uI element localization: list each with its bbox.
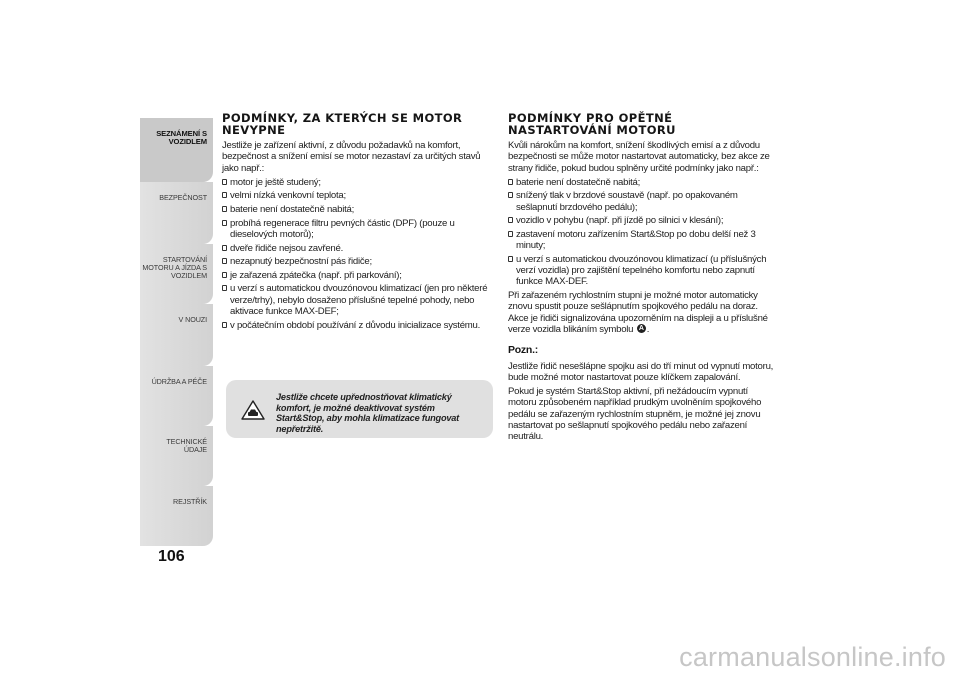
note-text: Jestliže chcete upřednostňovat klimatický komfort, je možné deaktivovat systém Start&Stop, aby mohla klimatizace fungovat nepřetržitě. — [276, 392, 460, 434]
list-item — [222, 243, 492, 254]
checkbox-bullet-icon — [508, 256, 513, 262]
checkbox-bullet-icon — [222, 272, 227, 278]
list-item-text: snížený tlak v brzdové soustavě (např. po opakovaném sešlapnutí brzdového pedálu); — [516, 190, 738, 213]
tab-seznameni[interactable] — [140, 118, 213, 182]
section-heading: PODMÍNKY, ZA KTERÝCH SE MOTOR NEVYPNE — [222, 111, 463, 137]
list-item-text: probíhá regenerace filtru pevných částic (DPF) (pouze u dieselových motorů); — [230, 217, 455, 240]
tab-technicke-udaje[interactable] — [140, 426, 213, 486]
list-item-text: v počátečním období používání z důvodu inicializace systému. — [230, 319, 481, 331]
tab-label: ÚDRŽBA A PÉČE — [151, 377, 207, 386]
list-item — [222, 177, 492, 188]
condition-list — [508, 177, 778, 288]
checkbox-bullet-icon — [222, 285, 227, 291]
tab-label: BEZPEČNOST — [159, 193, 207, 202]
restart-text: Při zařazeném rychlostním stupni je možné motor automaticky znovu spustit pouze sešlápnutím spojkového pedálu na doraz. Akce je řidiči signalizována upozorněním na displeji a u příslušné verze vozidla blikáním symbolu — [508, 290, 768, 335]
list-item — [222, 283, 492, 317]
left-column — [222, 112, 492, 333]
checkbox-bullet-icon — [222, 192, 227, 198]
list-item — [222, 270, 492, 281]
tab-startovani[interactable] — [140, 244, 213, 304]
list-item-text: u verzí s automatickou dvouzónovou klimatizací (jen pro některé verze/trhy), nebylo dosaženo příslušné tepelné pohody, nebo aktivace funkce MAX-DEF; — [230, 283, 488, 317]
intro-paragraph: Kvůli nárokům na komfort, snížení škodlivých emisí a z důvodu bezpečnosti se může motor nastartovat automaticky, bez akce ze strany řidiče, pokud budou splněny určité podmínky jako např.: — [508, 140, 770, 174]
tab-label: REJSTŘÍK — [173, 497, 207, 506]
checkbox-bullet-icon — [508, 192, 513, 198]
list-item-text: baterie není dostatečně nabitá; — [230, 204, 354, 216]
checkbox-bullet-icon — [222, 322, 227, 328]
list-item — [508, 229, 778, 252]
start-stop-symbol-icon — [637, 324, 646, 333]
restart-paragraph — [508, 290, 778, 335]
checkbox-bullet-icon — [508, 231, 513, 237]
checkbox-bullet-icon — [222, 220, 227, 226]
note-paragraph-2: Pokud je systém Start&Stop aktivní, při nežádoucím vypnutí motoru způsobeném například prudkým uvolněním spojkového pedálu se zařazeným rychlostním stupněm, je možné jej znovu nastartovat po sešlapnutí spojkového pedálu nebo zařazení neutrálu. — [508, 386, 762, 443]
tab-udrzba[interactable] — [140, 366, 213, 426]
checkbox-bullet-icon — [222, 206, 227, 212]
list-item-text: nezapnutý bezpečnostní pás řidiče; — [230, 256, 372, 268]
list-item-text: vozidlo v pohybu (např. při jízdě po silnici v klesání); — [516, 215, 724, 227]
list-item-text: baterie není dostatečně nabitá; — [516, 176, 640, 188]
note-subheading: Pozn.: — [508, 344, 538, 357]
checkbox-bullet-icon — [508, 179, 513, 185]
list-item — [222, 218, 492, 241]
list-item-text: zastavení motoru zařízením Start&Stop po dobu delší než 3 minuty; — [516, 228, 756, 252]
tab-v-nouzi[interactable] — [140, 304, 213, 366]
list-item — [508, 190, 778, 213]
tab-label: TECHNICKÉ ÚDAJE — [166, 437, 207, 454]
list-item — [222, 256, 492, 267]
tab-rejstrik[interactable] — [140, 486, 213, 546]
list-item-text: velmi nízká venkovní teplota; — [230, 190, 346, 202]
warning-car-icon — [241, 400, 265, 420]
list-item — [222, 190, 492, 201]
list-item — [508, 215, 778, 226]
list-item — [222, 320, 492, 331]
list-item-text: motor je ještě studený; — [230, 176, 321, 188]
tab-bezpecnost[interactable] — [140, 182, 213, 244]
list-item — [508, 254, 778, 288]
restart-text-end: . — [646, 323, 650, 335]
checkbox-bullet-icon — [222, 258, 227, 264]
list-item — [508, 177, 778, 188]
page-number: 106 — [158, 548, 185, 565]
tab-label: V NOUZI — [178, 315, 207, 324]
checkbox-bullet-icon — [222, 245, 227, 251]
note-paragraph-1: Jestliže řidič nesešlápne spojku asi do tří minut od vypnutí motoru, bude možné motor nastartovat pouze klíčkem zapalování. — [508, 360, 774, 383]
tab-label: STARTOVÁNÍ MOTORU A JÍZDA S VOZIDLEM — [142, 255, 207, 280]
list-item-text: dveře řidiče nejsou zavřené. — [230, 242, 343, 254]
watermark: carmanualsonline.info — [679, 642, 946, 672]
list-item-text: je zařazená zpátečka (např. při parkování); — [230, 269, 402, 281]
list-item-text: u verzí s automatickou dvouzónovou klimatizací (u příslušných verzí vozidla) pro zajištění tepelného komfortu nebo zapnutí funkce MAX-DEF. — [516, 253, 767, 288]
intro-paragraph: Jestliže je zařízení aktivní, z důvodu požadavků na komfort, bezpečnost a snížení emisí se motor nezastaví za určitých stavů jako např.: — [222, 140, 481, 174]
section-heading: PODMÍNKY PRO OPĚTNÉ NASTARTOVÁNÍ MOTORU — [508, 111, 676, 137]
right-column — [508, 112, 778, 446]
climate-note-box — [226, 380, 493, 438]
list-item — [222, 204, 492, 215]
checkbox-bullet-icon — [508, 217, 513, 223]
condition-list — [222, 177, 492, 331]
tab-label: SEZNÁMENÍ S VOZIDLEM — [156, 129, 207, 146]
checkbox-bullet-icon — [222, 179, 227, 185]
